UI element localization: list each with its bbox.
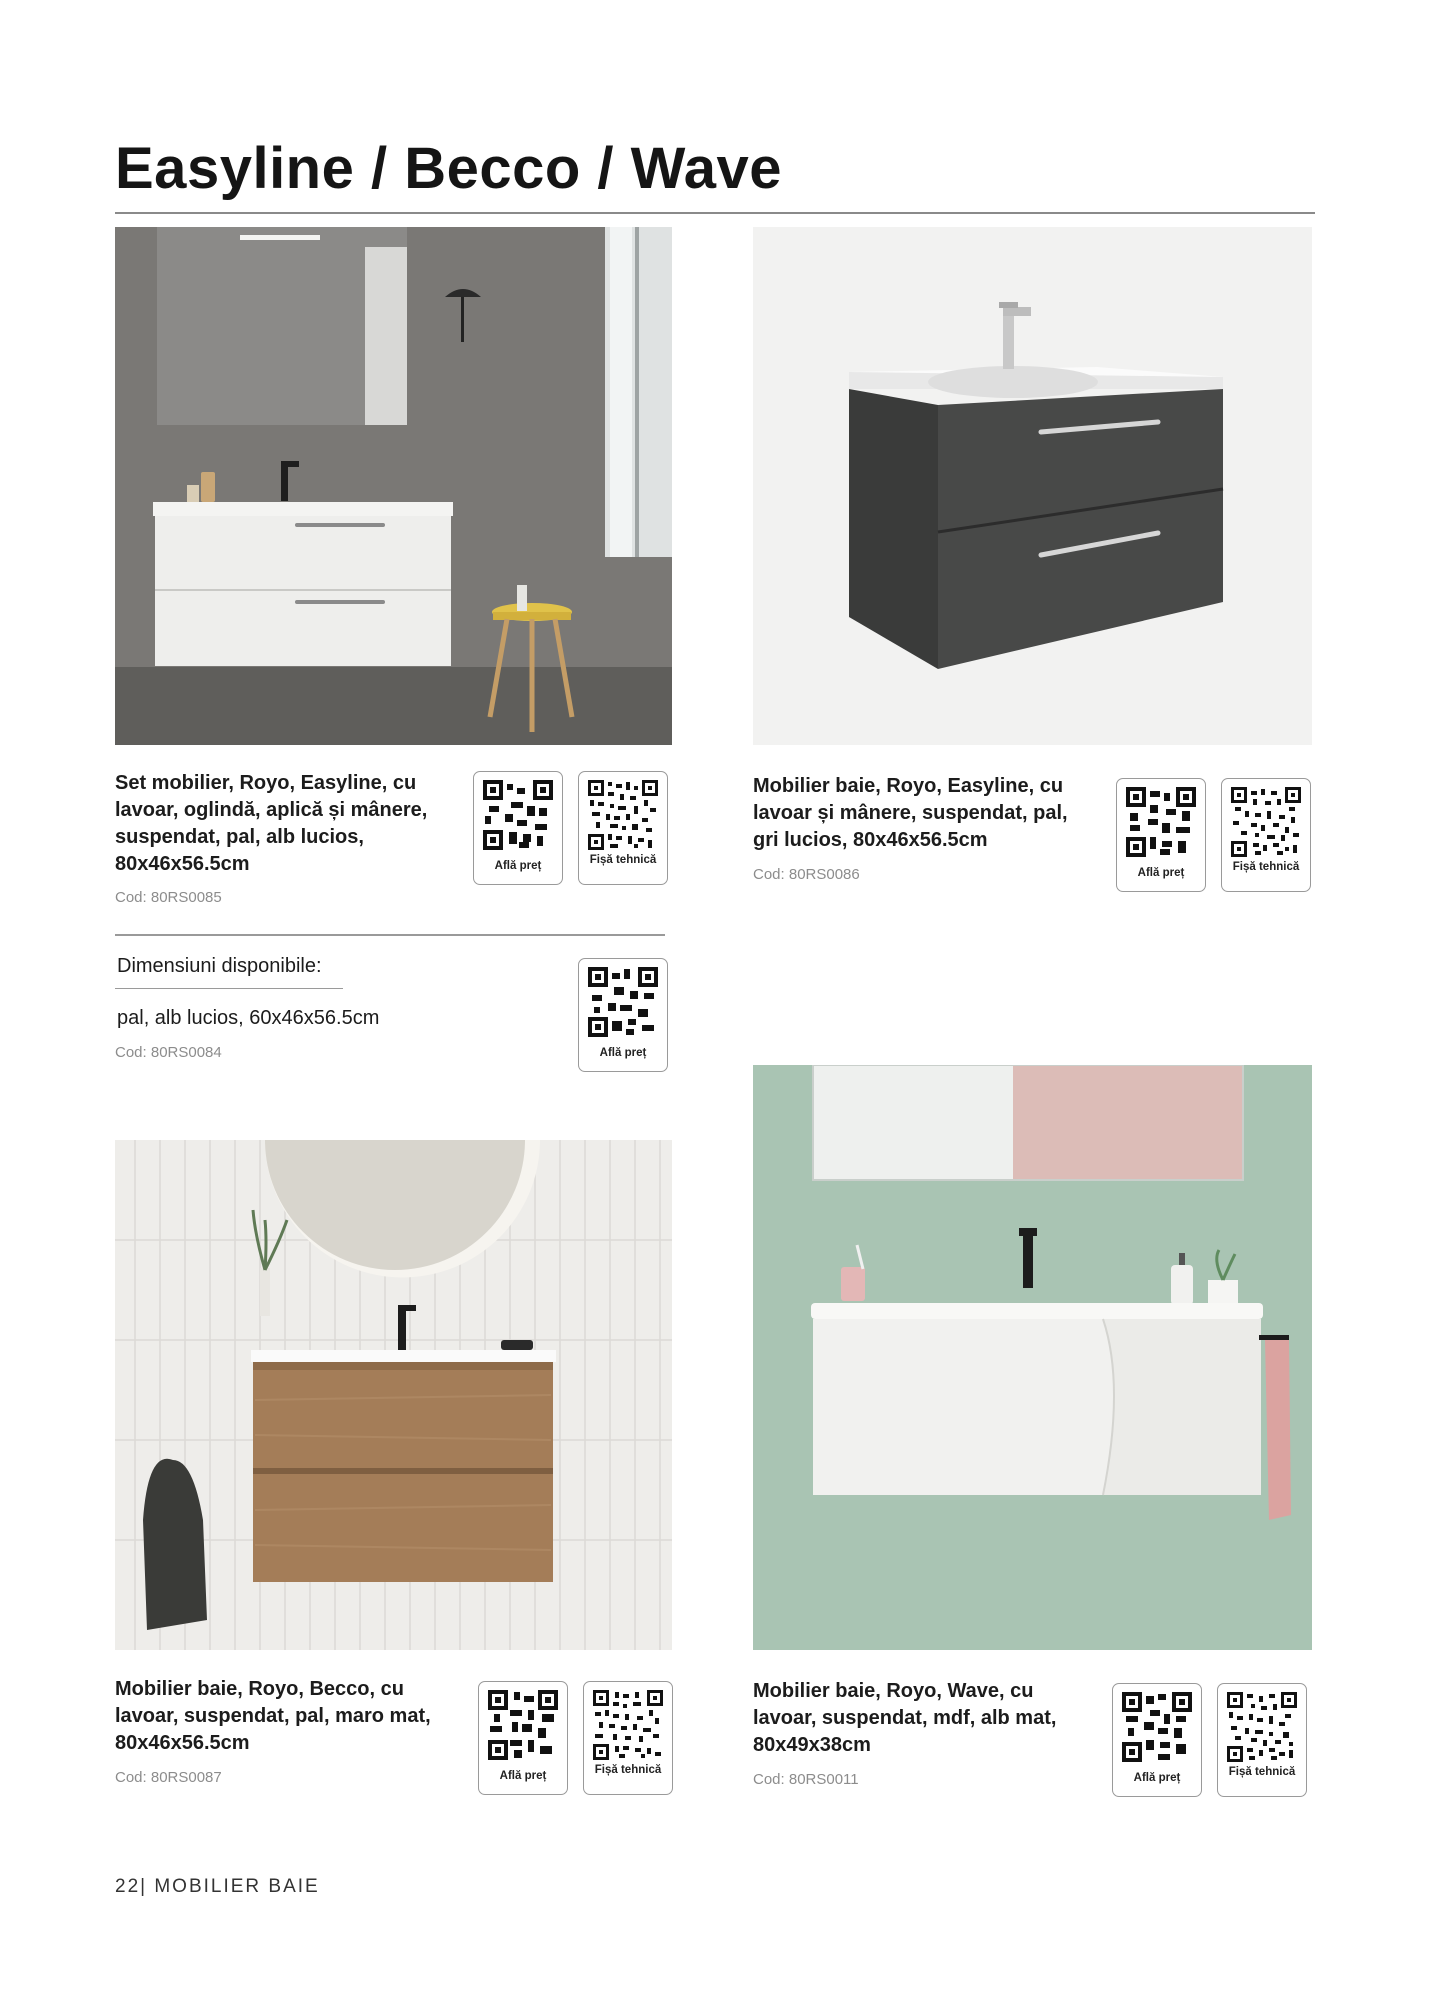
qr-afla-pret[interactable] [473, 771, 563, 885]
qr-label: Fișă tehnică [589, 854, 657, 866]
qr-fisa-tehnica[interactable] [1221, 778, 1311, 892]
qr-code-icon [1227, 1692, 1297, 1762]
product-description: Mobilier baie, Royo, Wave, cu lavoar, suspendat, mdf, alb mat, 80x49x38cm [753, 1680, 1057, 1756]
title-divider [115, 212, 1315, 214]
section-divider [115, 934, 665, 936]
qr-label: Află preț [1137, 867, 1185, 879]
dimension-code: Cod: 80RS0084 [115, 1044, 222, 1061]
product-photo-becco-wood [115, 1140, 672, 1650]
product-code: Cod: 80RS0086 [753, 866, 860, 883]
page-footer [115, 1876, 320, 1898]
qr-afla-pret[interactable] [1112, 1683, 1202, 1797]
qr-label: Fișă tehnică [594, 1764, 662, 1776]
qr-afla-pret[interactable] [578, 958, 668, 1072]
qr-afla-pret[interactable] [478, 1681, 568, 1795]
dimension-variant: pal, alb lucios, 60x46x56.5cm [117, 1007, 380, 1029]
qr-code-icon [593, 1690, 663, 1760]
qr-code-icon [588, 967, 658, 1037]
dimensions-heading: Dimensiuni disponibile: [117, 955, 322, 977]
section-name: MOBILIER BAIE [154, 1876, 320, 1897]
product-photo-wave-white [753, 1065, 1312, 1650]
qr-label: Află preț [499, 1770, 547, 1782]
qr-code-icon [1126, 787, 1196, 857]
qr-fisa-tehnica[interactable] [1217, 1683, 1307, 1797]
qr-afla-pret[interactable] [1116, 778, 1206, 892]
product-code: Cod: 80RS0011 [753, 1771, 859, 1788]
product-description: Mobilier baie, Royo, Becco, cu lavoar, suspendat, pal, maro mat, 80x46x56.5cm [115, 1678, 431, 1754]
qr-code-icon [483, 780, 553, 850]
qr-fisa-tehnica[interactable] [583, 1681, 673, 1795]
product-photo-easyline-white [115, 227, 672, 745]
qr-label: Află preț [494, 860, 542, 872]
qr-code-icon [588, 780, 658, 850]
qr-label: Află preț [1133, 1772, 1181, 1784]
qr-code-icon [488, 1690, 558, 1760]
qr-code-icon [1122, 1692, 1192, 1762]
qr-label: Fișă tehnică [1232, 861, 1300, 873]
product-description: Mobilier baie, Royo, Easyline, cu lavoar și mânere, suspendat, pal, gri lucios, 80x46x56.5cm [753, 775, 1068, 851]
page-number: 22 [115, 1876, 141, 1897]
qr-fisa-tehnica[interactable] [578, 771, 668, 885]
qr-code-icon [1231, 787, 1301, 857]
heading-underline [115, 988, 343, 989]
footer-separator: | [140, 1876, 155, 1897]
qr-label: Fișă tehnică [1228, 1766, 1296, 1778]
product-code: Cod: 80RS0085 [115, 889, 222, 906]
product-photo-easyline-grey [753, 227, 1312, 745]
product-description: Set mobilier, Royo, Easyline, cu lavoar, oglindă, aplică și mânere, suspendat, pal, alb lucios, 80x46x56.5cm [115, 772, 428, 875]
qr-label: Află preț [599, 1047, 647, 1059]
page-title: Easyline / Becco / Wave [115, 136, 783, 201]
product-code: Cod: 80RS0087 [115, 1769, 222, 1786]
